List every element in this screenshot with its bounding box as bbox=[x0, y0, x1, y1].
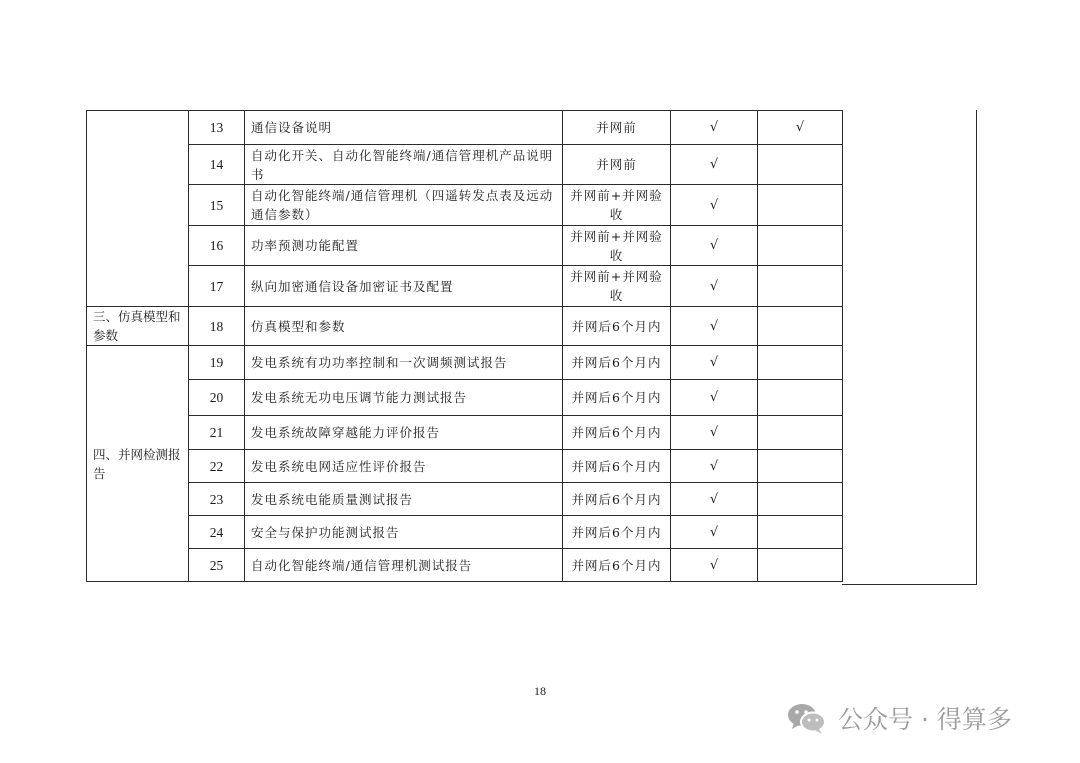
check-mark-1: √ bbox=[671, 226, 758, 266]
table-row bbox=[87, 416, 843, 450]
submission-timing: 并网后6个月内 bbox=[563, 307, 671, 346]
document-name: 发电系统电能质量测试报告 bbox=[245, 483, 563, 516]
check-mark-2 bbox=[758, 483, 843, 516]
row-number: 21 bbox=[189, 416, 245, 450]
submission-timing: 并网前+并网验收 bbox=[563, 226, 671, 266]
row-number: 20 bbox=[189, 380, 245, 416]
document-name: 自动化开关、自动化智能终端/通信管理机产品说明书 bbox=[245, 145, 563, 185]
document-name: 自动化智能终端/通信管理机（四遥转发点表及远动通信参数） bbox=[245, 185, 563, 226]
table-row bbox=[87, 549, 843, 582]
check-mark-2: √ bbox=[758, 111, 843, 145]
check-mark-2 bbox=[758, 145, 843, 185]
submission-timing: 并网前+并网验收 bbox=[563, 266, 671, 307]
watermark-text: 公众号 · 得算多 bbox=[838, 705, 1012, 734]
check-mark-1: √ bbox=[671, 185, 758, 226]
submission-timing: 并网后6个月内 bbox=[563, 483, 671, 516]
table-row bbox=[87, 483, 843, 516]
row-number: 23 bbox=[189, 483, 245, 516]
table-row bbox=[87, 145, 843, 185]
watermark bbox=[786, 700, 1012, 736]
table-row bbox=[87, 516, 843, 549]
row-number: 16 bbox=[189, 226, 245, 266]
check-mark-2 bbox=[758, 516, 843, 549]
page-number: 18 bbox=[534, 684, 546, 698]
document-name: 安全与保护功能测试报告 bbox=[245, 516, 563, 549]
check-mark-2 bbox=[758, 185, 843, 226]
row-number: 18 bbox=[189, 307, 245, 346]
table-row bbox=[87, 450, 843, 483]
check-mark-2 bbox=[758, 549, 843, 582]
row-number: 25 bbox=[189, 549, 245, 582]
row-number: 22 bbox=[189, 450, 245, 483]
submission-timing: 并网后6个月内 bbox=[563, 346, 671, 380]
table-row bbox=[87, 266, 843, 307]
document-name: 功率预测功能配置 bbox=[245, 226, 563, 266]
document-name: 仿真模型和参数 bbox=[245, 307, 563, 346]
submission-timing: 并网后6个月内 bbox=[563, 549, 671, 582]
check-mark-2 bbox=[758, 450, 843, 483]
check-mark-1: √ bbox=[671, 549, 758, 582]
check-mark-2 bbox=[758, 266, 843, 307]
check-mark-2 bbox=[758, 380, 843, 416]
check-mark-1: √ bbox=[671, 380, 758, 416]
category-label: 三、仿真模型和参数 bbox=[87, 307, 189, 346]
document-name: 自动化智能终端/通信管理机测试报告 bbox=[245, 549, 563, 582]
row-number: 15 bbox=[189, 185, 245, 226]
table-row bbox=[87, 111, 843, 145]
submission-timing: 并网前+并网验收 bbox=[563, 185, 671, 226]
check-mark-1: √ bbox=[671, 516, 758, 549]
wechat-icon bbox=[786, 701, 828, 735]
document-name: 发电系统故障穿越能力评价报告 bbox=[245, 416, 563, 450]
row-number: 17 bbox=[189, 266, 245, 307]
row-number: 19 bbox=[189, 346, 245, 380]
check-mark-1: √ bbox=[671, 416, 758, 450]
row-number: 13 bbox=[189, 111, 245, 145]
check-mark-2 bbox=[758, 307, 843, 346]
table-row bbox=[87, 380, 843, 416]
table-row bbox=[87, 346, 843, 380]
submission-timing: 并网后6个月内 bbox=[563, 416, 671, 450]
submission-timing: 并网后6个月内 bbox=[563, 516, 671, 549]
table-row bbox=[87, 185, 843, 226]
document-name: 通信设备说明 bbox=[245, 111, 563, 145]
submission-timing: 并网后6个月内 bbox=[563, 380, 671, 416]
table-outer-border bbox=[976, 110, 977, 585]
category-label: 四、并网检测报告 bbox=[87, 346, 189, 582]
document-name: 发电系统有功功率控制和一次调频测试报告 bbox=[245, 346, 563, 380]
document-table bbox=[86, 110, 843, 582]
check-mark-2 bbox=[758, 226, 843, 266]
row-number: 24 bbox=[189, 516, 245, 549]
category-cell-empty bbox=[87, 111, 189, 307]
check-mark-1: √ bbox=[671, 266, 758, 307]
submission-timing: 并网后6个月内 bbox=[563, 450, 671, 483]
document-name: 发电系统无功电压调节能力测试报告 bbox=[245, 380, 563, 416]
check-mark-1: √ bbox=[671, 111, 758, 145]
check-mark-1: √ bbox=[671, 145, 758, 185]
check-mark-1: √ bbox=[671, 346, 758, 380]
submission-timing: 并网前 bbox=[563, 111, 671, 145]
check-mark-1: √ bbox=[671, 483, 758, 516]
row-number: 14 bbox=[189, 145, 245, 185]
check-mark-1: √ bbox=[671, 307, 758, 346]
check-mark-1: √ bbox=[671, 450, 758, 483]
check-mark-2 bbox=[758, 416, 843, 450]
check-mark-2 bbox=[758, 346, 843, 380]
table-row bbox=[87, 226, 843, 266]
document-name: 纵向加密通信设备加密证书及配置 bbox=[245, 266, 563, 307]
table-bottom-border bbox=[842, 584, 977, 585]
document-name: 发电系统电网适应性评价报告 bbox=[245, 450, 563, 483]
submission-timing: 并网前 bbox=[563, 145, 671, 185]
table-row bbox=[87, 307, 843, 346]
